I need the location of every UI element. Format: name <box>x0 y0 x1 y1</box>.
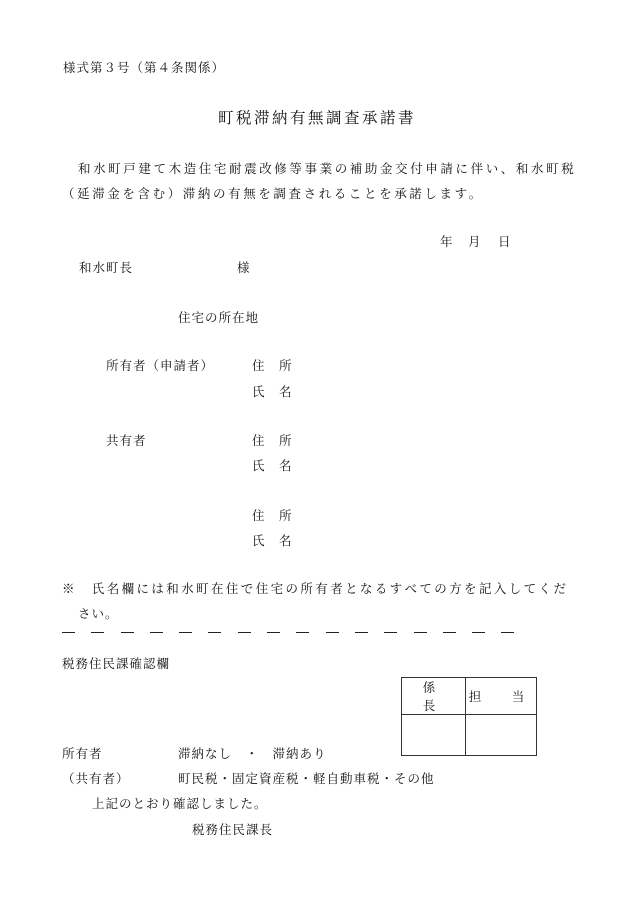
confirm-coowner-label: （共有者） <box>62 771 130 786</box>
cut-line <box>62 632 531 633</box>
note-line: ※ 氏名欄には和水町在住で住宅の所有者となるすべての方を記入してくだ <box>62 581 569 596</box>
body-line: 和水町戸建て木造住宅耐震改修等事業の補助金交付申請に伴い、和水町税 <box>78 161 577 176</box>
approval-stamp-table <box>401 677 537 756</box>
note-line: さい。 <box>78 606 119 621</box>
owner-address-label: 住 所 <box>252 358 293 373</box>
coowner2-address-label: 住 所 <box>252 508 293 523</box>
addressee-honorific: 様 <box>237 260 251 275</box>
coowner-label: 共有者 <box>106 433 147 448</box>
owner-label: 所有者（申請者） <box>106 358 215 373</box>
delinquency-status[interactable]: 滞納なし ・ 滞納あり <box>178 746 327 761</box>
owner-name-label: 氏 名 <box>252 384 293 399</box>
stamp-box-staff[interactable] <box>466 715 537 756</box>
body-line: （延滞金を含む）滞納の有無を調査されることを承諾します。 <box>62 186 484 201</box>
form-number: 様式第３号（第４条関係） <box>63 60 226 75</box>
section-chief-title: 税務住民課長 <box>192 822 274 837</box>
tax-types[interactable]: 町民税・固定資産税・軽自動車税・その他 <box>178 771 435 786</box>
house-location-label: 住宅の所在地 <box>178 310 260 325</box>
confirmed-text: 上記のとおり確認しました。 <box>92 796 268 811</box>
confirm-section-title: 税務住民課確認欄 <box>62 656 171 671</box>
document-title: 町税滞納有無調査承諾書 <box>218 109 417 127</box>
coowner2-name-label: 氏 名 <box>252 533 293 548</box>
stamp-header-chief: 係 長 <box>402 678 466 715</box>
stamp-header-staff: 担 当 <box>466 678 537 715</box>
date-year-field[interactable]: 年 <box>440 234 454 249</box>
coowner-address-label: 住 所 <box>252 433 293 448</box>
confirm-owner-label: 所有者 <box>62 746 103 761</box>
stamp-box-chief[interactable] <box>402 715 466 756</box>
date-day-field[interactable]: 日 <box>498 234 512 249</box>
date-month-field[interactable]: 月 <box>468 234 482 249</box>
addressee-name: 和水町長 <box>79 260 134 275</box>
coowner-name-label: 氏 名 <box>252 458 293 473</box>
